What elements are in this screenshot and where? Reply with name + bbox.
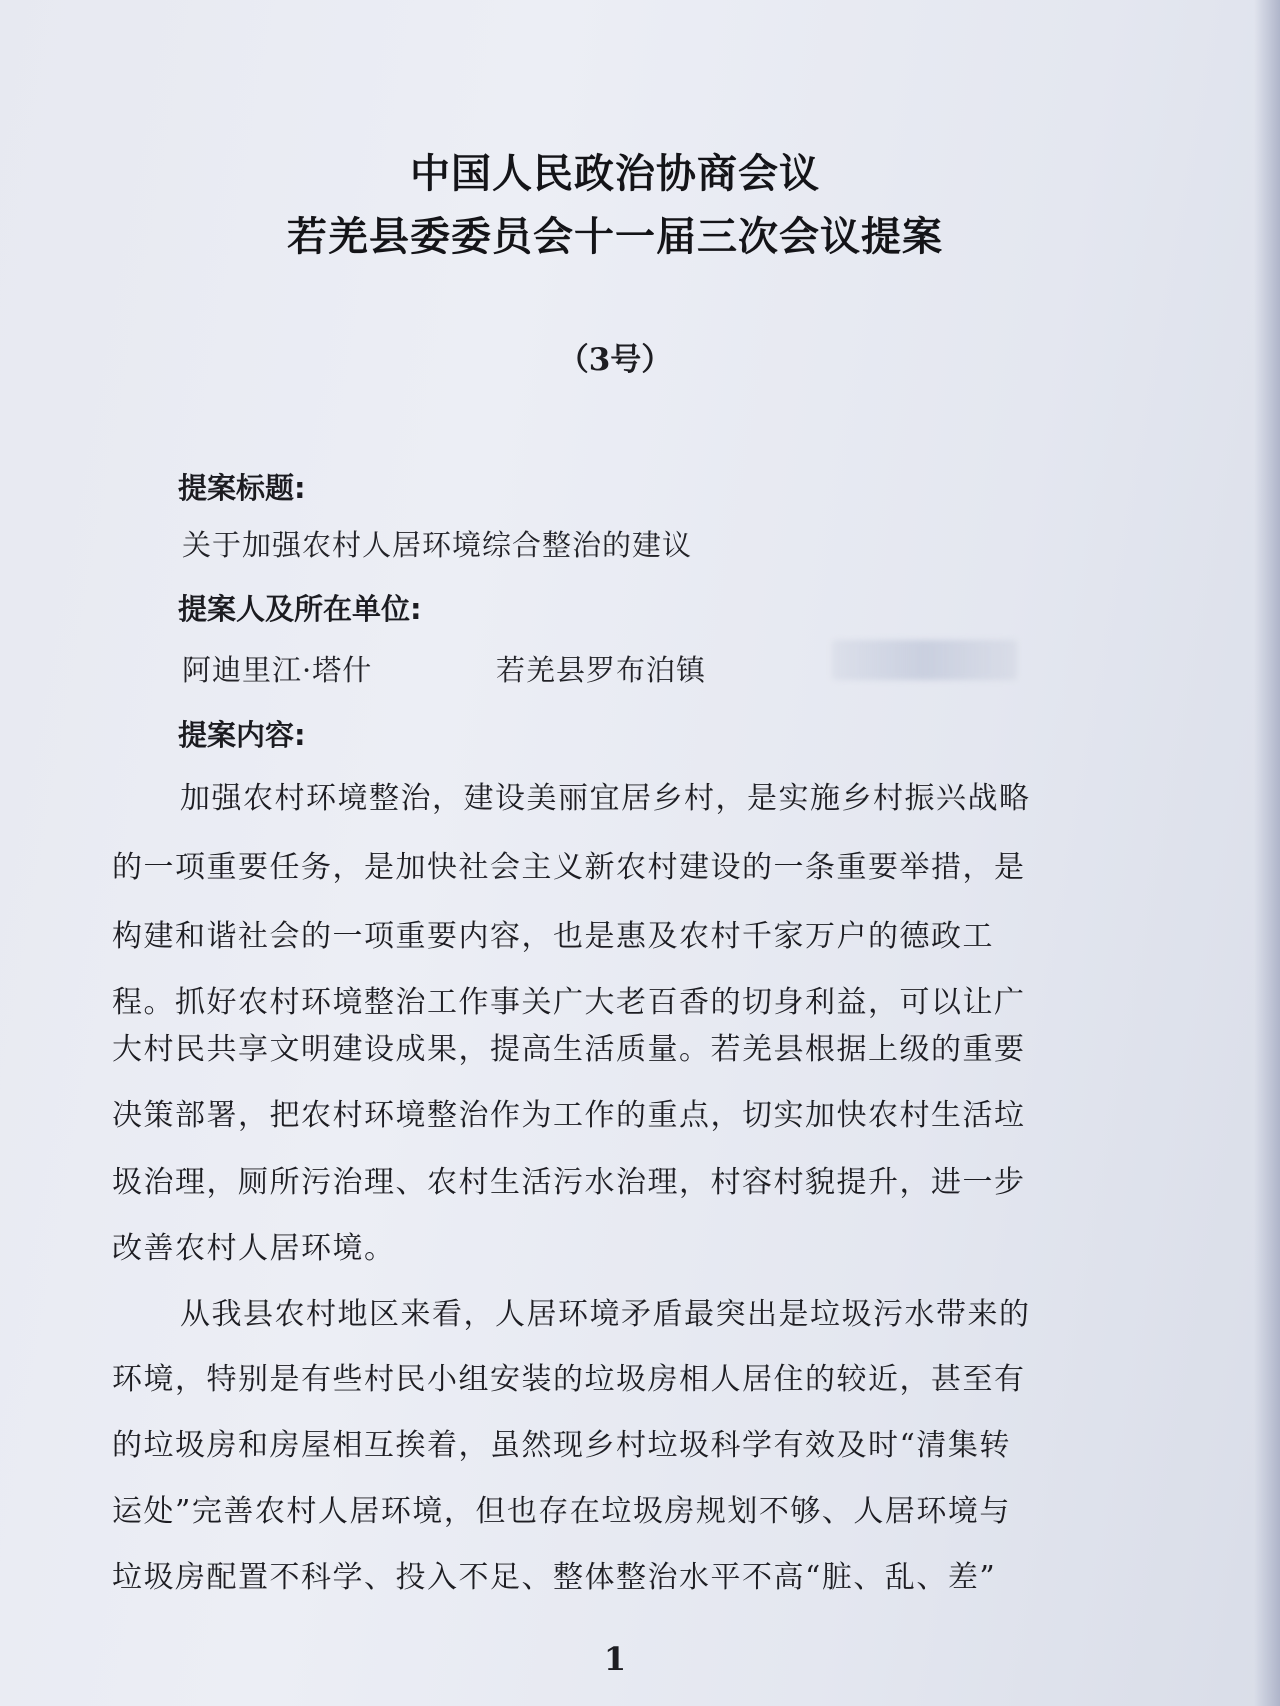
subject-label: 提案标题:	[178, 471, 306, 505]
body-line: 决策部署，把农村环境整治作为工作的重点，切实加快农村生活垃	[112, 1098, 1026, 1133]
document-title-line1: 中国人民政治协商会议	[410, 150, 820, 197]
body-line: 改善农村人居环境。	[112, 1231, 396, 1266]
body-line: 垃圾房配置不科学、投入不足、整体整治水平不高“脏、乱、差”	[112, 1560, 997, 1595]
body-line: 程。抓好农村环境整治工作事关广大老百香的切身利益，可以让广	[112, 985, 1026, 1020]
body-line: 构建和谐社会的一项重要内容，也是惠及农村千家万户的德政工	[112, 919, 994, 954]
proposer-unit: 若羌县罗布泊镇	[496, 653, 707, 687]
body-line: 环境，特别是有些村民小组安装的垃圾房相人居住的较近，甚至有	[112, 1362, 1026, 1397]
body-line: 的垃圾房和房屋相互挨着，虽然现乡村垃圾科学有效及时“清集转	[112, 1428, 1011, 1463]
paper-shadow-edge	[1254, 0, 1280, 1706]
body-line: 运处”完善农村人居环境，但也存在垃圾房规划不够、人居环境与	[112, 1494, 1011, 1529]
document-title-line2: 若羌县委委员会十一届三次会议提案	[287, 213, 943, 260]
body-line: 的一项重要任务，是加快社会主义新农村建设的一条重要举措，是	[112, 850, 1026, 885]
page-number: 1	[603, 1640, 627, 1678]
proposer-name: 阿迪里江·塔什	[182, 653, 373, 687]
body-line: 加强农村环境整治，建设美丽宜居乡村，是实施乡村振兴战略	[180, 781, 1031, 816]
body-line: 从我县农村地区来看，人居环境矛盾最突出是垃圾污水带来的	[180, 1297, 1031, 1332]
body-line: 圾治理，厕所污治理、农村生活污水治理，村容村貌提升，进一步	[112, 1165, 1026, 1200]
content-label: 提案内容:	[178, 718, 306, 752]
proposer-label: 提案人及所在单位:	[178, 592, 422, 626]
redacted-field	[832, 640, 1017, 680]
subject-value: 关于加强农村人居环境综合整治的建议	[182, 528, 693, 562]
body-line: 大村民共享文明建设成果，提高生活质量。若羌县根据上级的重要	[112, 1032, 1026, 1067]
document-number: （3号）	[557, 342, 673, 378]
